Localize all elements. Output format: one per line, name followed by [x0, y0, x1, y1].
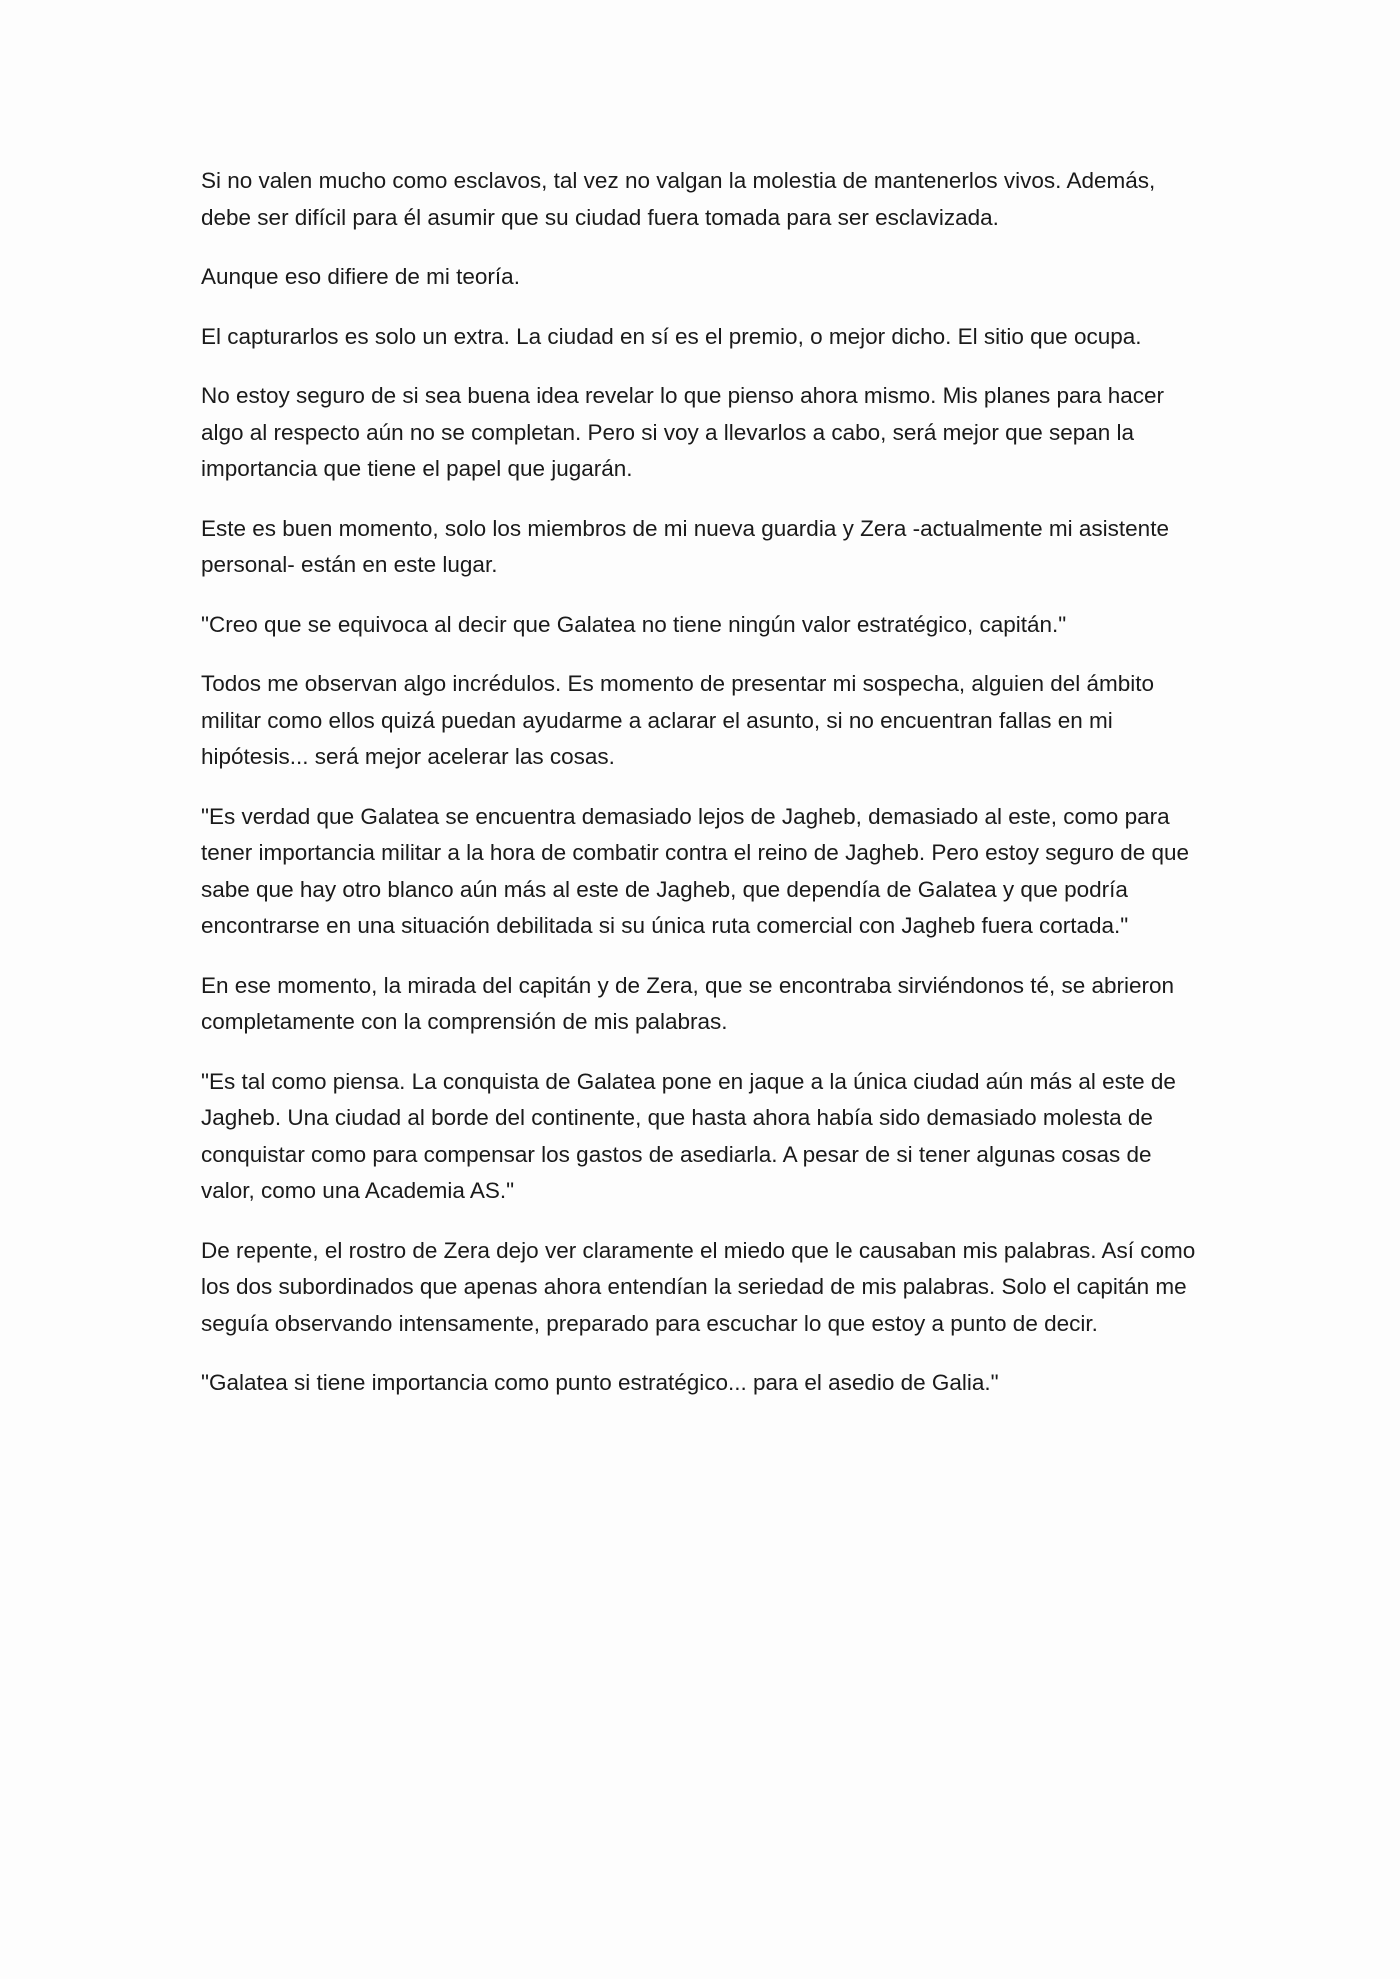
- paragraph: No estoy seguro de si sea buena idea revelar lo que pienso ahora mismo. Mis planes para hacer algo al respecto aún no se completan. Pero si voy a llevarlos a cabo, será mejor que sepan la importancia que tiene el papel que jugarán.: [201, 383, 1165, 481]
- paragraph: "Creo que se equivoca al decir que Galatea no tiene ningún valor estratégico, capitán.": [201, 611, 1067, 637]
- paragraph: De repente, el rostro de Zera dejo ver claramente el miedo que le causaban mis palabras. Así como los dos subordinados que apenas ahora entendían la seriedad de mis palabras. Solo el capitán me seguía observando intensamente, preparado para escuchar lo que estoy a punto de decir.: [201, 1237, 1196, 1336]
- paragraph: "Galatea si tiene importancia como punto estratégico... para el asedio de Galia.": [201, 1370, 999, 1395]
- paragraph: "Es verdad que Galatea se encuentra demasiado lejos de Jagheb, demasiado al este, como para tener importancia militar a la hora de combatir contra el reino de Jagheb. Pero estoy seguro de que sabe que hay otro blanco aún más al este de Jagheb, que dependía de Galatea y que podría encontrarse en una situación debilitada si su única ruta comercial con Jagheb fuera cortada.": [201, 803, 1190, 938]
- paragraph: Aunque eso difiere de mi teoría.: [201, 264, 520, 289]
- paragraph: Este es buen momento, solo los miembros de mi nueva guardia y Zera -actualmente mi asistente personal- están en este lugar.: [201, 515, 1169, 577]
- paragraph: El capturarlos es solo un extra. La ciudad en sí es el premio, o mejor dicho. El sitio que ocupa.: [201, 323, 1142, 349]
- body-text: [201, 163, 1206, 1425]
- paragraph: Si no valen mucho como esclavos, tal vez no valgan la molestia de mantenerlos vivos. Además, debe ser difícil para él asumir que su ciudad fuera tomada para ser esclavizada.: [201, 168, 1156, 230]
- paragraph: Todos me observan algo incrédulos. Es momento de presentar mi sospecha, alguien del ámbito militar como ellos quizá puedan ayudarme a aclarar el asunto, si no encuentran fallas en mi hipótesis... será mejor acelerar las cosas.: [201, 671, 1155, 769]
- paragraph: En ese momento, la mirada del capitán y de Zera, que se encontraba sirviéndonos té, se abrieron completamente con la comprensión de mis palabras.: [201, 972, 1175, 1034]
- paragraph: "Es tal como piensa. La conquista de Galatea pone en jaque a la única ciudad aún más al este de Jagheb. Una ciudad al borde del continente, que hasta ahora había sido demasiado molesta de conquistar como para compensar los gastos de asediarla. A pesar de si tener algunas cosas de valor, como una Academia AS.": [201, 1068, 1176, 1203]
